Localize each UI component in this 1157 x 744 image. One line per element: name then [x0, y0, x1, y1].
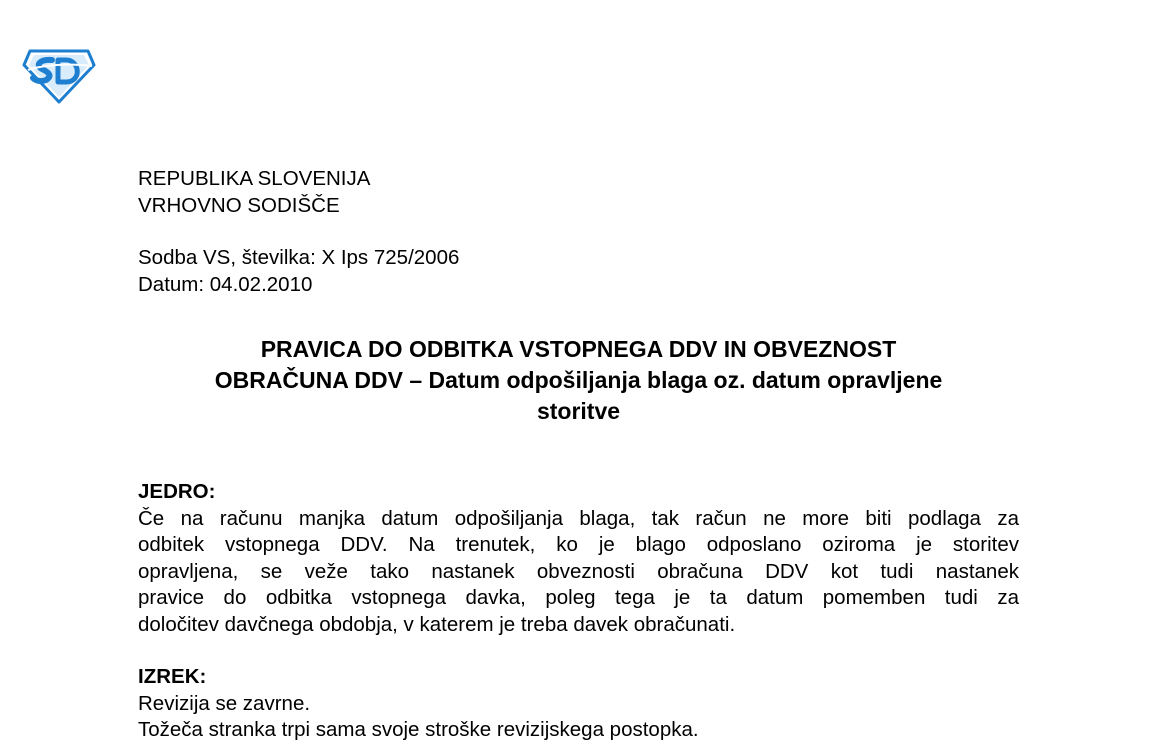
document-body: [138, 166, 1019, 744]
jedro-line: določitev davčnega obdobja, v katerem je treba davek obračunati.: [138, 612, 736, 636]
case-number: Sodba VS, številka: X Ips 725/2006: [138, 246, 460, 269]
jedro-line: pravice do odbitka vstopnega davka, poleg tega je ta datum pomemben tudi za: [138, 586, 1019, 609]
izrek-label: IZREK:: [138, 665, 207, 688]
document-title: [138, 334, 1019, 427]
izrek-line: Tožeča stranka trpi sama svoje stroške revizijskega postopka.: [138, 718, 699, 741]
case-date: Datum: 04.02.2010: [138, 272, 313, 296]
izrek-section: [138, 664, 1019, 744]
title-line: storitve: [536, 398, 621, 424]
izrek-line: Revizija se zavrne.: [138, 691, 311, 715]
jedro-line: odbitek vstopnega DDV. Na trenutek, ko je blago odposlano oziroma je storitev: [138, 533, 1019, 556]
jedro-label: JEDRO:: [138, 480, 216, 503]
jedro-section: [138, 479, 1019, 638]
title-line: PRAVICA DO ODBITKA VSTOPNEGA DDV IN OBVEZNOST: [260, 336, 897, 362]
jedro-line: opravljena, se veže tako nastanek obveznosti obračuna DDV kot tudi nastanek: [138, 559, 1019, 583]
jedro-line: Če na računu manjka datum odpošiljanja blaga, tak račun ne more biti podlaga za: [138, 506, 1019, 530]
title-line: OBRAČUNA DDV – Datum odpošiljanja blaga oz. datum opravljene: [214, 367, 943, 393]
republic-heading: REPUBLIKA SLOVENIJA: [138, 167, 371, 190]
court-heading: VRHOVNO SODIŠČE: [138, 193, 340, 217]
sd-logo-icon: [22, 48, 96, 104]
